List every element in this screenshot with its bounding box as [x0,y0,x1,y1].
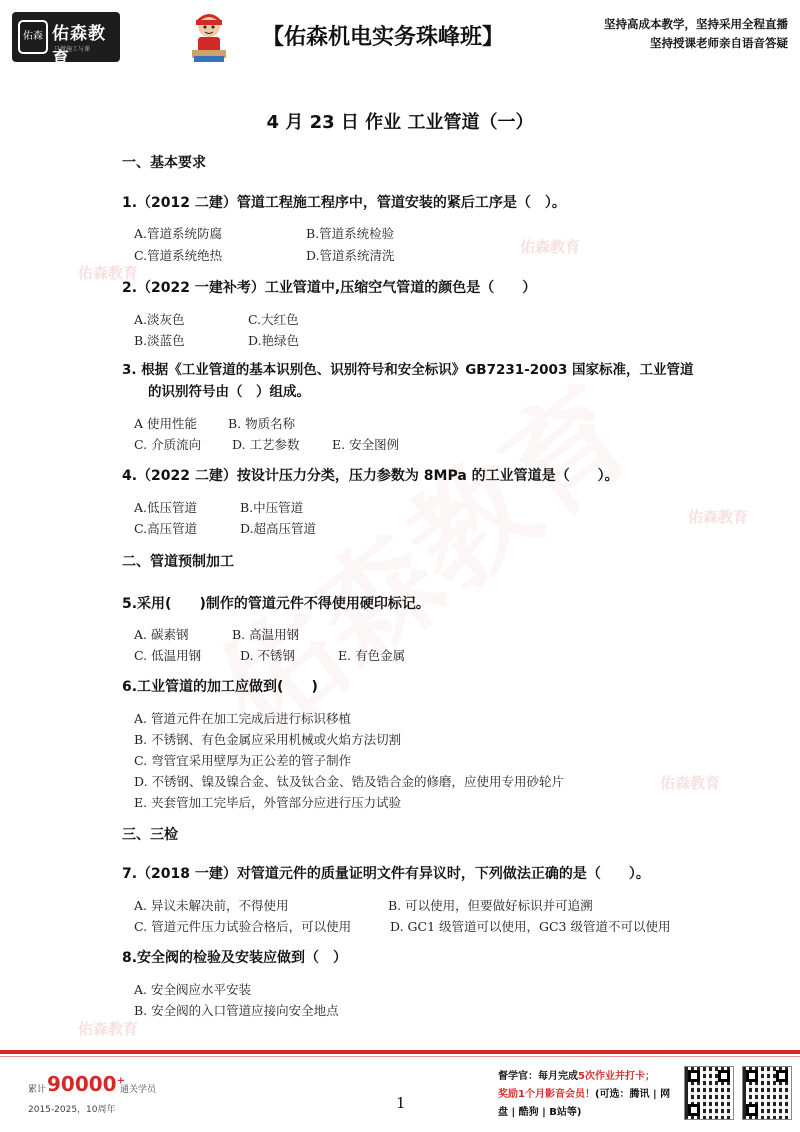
promo-part: 督学官：每月完成 [498,1071,578,1082]
section-heading: 一、基本要求 [122,155,206,171]
option: D. 不锈钢、镍及镍合金、钛及钛合金、锆及锆合金的修磨，应使用专用砂轮片 [134,774,565,789]
question-1: 1.（2012 二建）管道工程施工程序中，管道安装的紧后工序是（ ）。 [122,195,566,211]
watermark: 佑森教育 [78,264,139,282]
option: B. 可以使用，但要做好标识并可追溯 [388,898,593,913]
promo-part: (可选：腾讯 | 网盘 | 酷狗 | B站等) [498,1089,671,1118]
logo-subtitle: 只做施工与课 [54,46,91,53]
watermark: 佑森教育 [520,238,581,256]
question-3-continued: 的识别符号由（ ）组成。 [148,384,310,400]
question-5: 5.采用( )制作的管道元件不得使用硬印标记。 [122,596,430,612]
option: B. 不锈钢、有色金属应采用机械或火焰方法切割 [134,732,402,747]
section-heading: 三、三检 [122,827,178,843]
option: C. 介质流向 [134,437,202,452]
option: B.中压管道 [240,500,304,515]
page-header [10,8,792,69]
option: A.管道系统防腐 [134,226,223,241]
option: B.管道系统检验 [306,226,395,241]
stat-number-value: 90000 [47,1072,117,1096]
option: C. 低温用钢 [134,648,202,663]
option: C.高压管道 [134,521,198,536]
option: C.管道系统绝热 [134,248,223,263]
option: E. 夹套管加工完毕后，外管部分应进行压力试验 [134,795,402,810]
promo-text [498,1068,678,1122]
stat-number [47,1072,125,1096]
promo-highlight: 奖励1个月影音会员！ [498,1089,595,1100]
question-3: 3. 根据《工业管道的基本识别色、识别符号和安全标识》GB7231-2003 国家标准，工业管道 [122,362,694,378]
stat-plus: + [116,1075,125,1087]
watermark: 佑森教育 [660,774,721,792]
question-8: 8.安全阀的检验及安装应做到（ ） [122,950,348,966]
mascot-icon [186,10,232,64]
stat-suffix: 通关学员 [120,1085,157,1095]
option: A.淡灰色 [134,312,185,327]
watermark-large [178,340,662,771]
question-7: 7.（2018 一建）对管道元件的质量证明文件有异议时，下列做法正确的是（ ）。 [122,866,650,882]
qr-code-icon[interactable] [684,1066,734,1120]
option: B. 物质名称 [228,416,296,431]
stat-prefix: 累计 [28,1085,47,1095]
watermark: 佑森教育 [688,508,749,526]
option: B. 安全阀的入口管道应接向安全地点 [134,1003,339,1018]
watermark: 佑森教育 [78,1020,139,1038]
option: C.大红色 [248,312,299,327]
option: A.低压管道 [134,500,198,515]
option: D.艳绿色 [248,333,300,348]
footer-divider-thin [0,1056,800,1057]
header-slogan-line2: 坚持授课老师亲自语音答疑 [650,36,788,50]
question-2: 2.（2022 一建补考）工业管道中,压缩空气管道的颜色是（ ） [122,280,537,296]
option: C. 弯管宜采用壁厚为正公差的管子制作 [134,753,352,768]
question-4: 4.（2022 二建）按设计压力分类，压力参数为 8MPa 的工业管道是（ ）。 [122,468,619,484]
option: D. 工艺参数 [232,437,300,452]
document-title: 4 月 23 日 作业 工业管道（一） [266,112,534,133]
question-6: 6.工业管道的加工应做到( ) [122,679,318,695]
option: A. 异议未解决前，不得使用 [134,898,289,913]
option: D.超高压管道 [240,521,317,536]
promo-highlight: 5次作业并打卡； [578,1071,655,1082]
footer-divider [0,1050,800,1054]
option: A. 碳素钢 [134,627,189,642]
option: D. GC1 级管道可以使用，GC3 级管道不可以使用 [390,919,671,934]
option: A. 管道元件在加工完成后进行标识移植 [134,711,351,726]
page-number: 1 [396,1094,406,1112]
logo-seal-icon: 佑森 [18,20,48,54]
qr-code-icon[interactable] [742,1066,792,1120]
option: A 使用性能 [134,416,198,431]
header-slogan-line1: 坚持高成本教学，坚持采用全程直播 [604,17,788,31]
option: A. 安全阀应水平安装 [134,982,251,997]
section-heading: 二、管道预制加工 [122,554,234,570]
option: C. 管道元件压力试验合格后，可以使用 [134,919,352,934]
option: B.淡蓝色 [134,333,185,348]
stat-years: 2015-2025，10周年 [28,1105,116,1115]
option: D. 不锈钢 [240,648,296,663]
option: E. 安全图例 [332,437,400,452]
brand-logo [12,12,120,69]
option: E. 有色金属 [338,648,406,663]
header-title: 【佑森机电实务珠峰班】 [262,25,505,50]
logo-name: 佑森教育 [52,24,106,69]
option: D.管道系统清洗 [306,248,395,263]
option: B. 高温用钢 [232,627,300,642]
